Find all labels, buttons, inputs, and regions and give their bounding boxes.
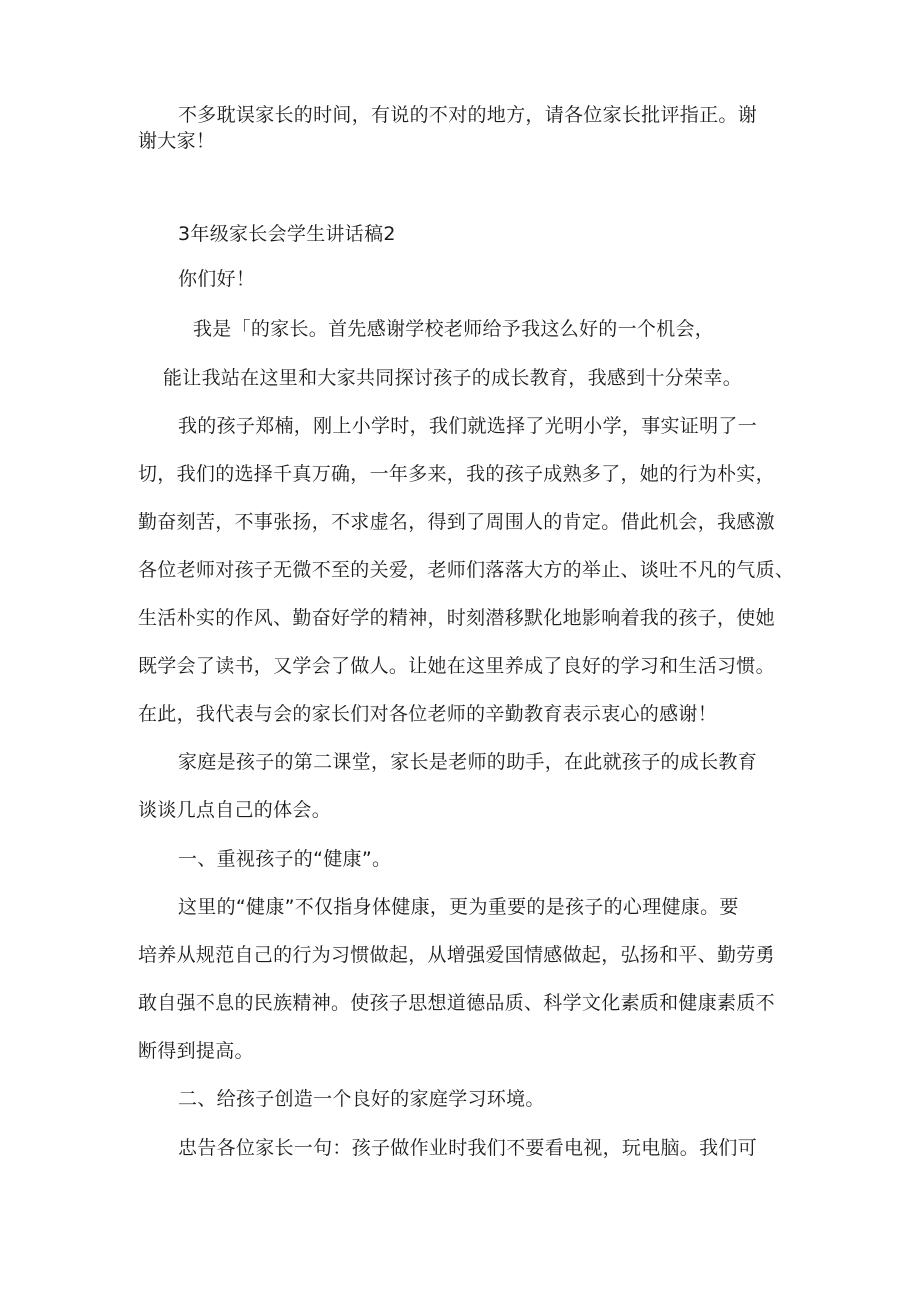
text-line: 忠告各位家长一句：孩子做作业时我们不要看电视，玩电脑。我们可 (178, 1137, 758, 1159)
text-line: 敢自强不息的民族精神。使孩子思想道德品质、科学文化素质和健康素质不 (138, 992, 775, 1014)
text-line: 我是「的家长。首先感谢学校老师给予我这么好的一个机会， (193, 318, 715, 340)
text-line: 培养从规范自己的行为习惯做起，从增强爱国情感做起，弘扬和平、勤劳勇 (138, 944, 775, 966)
text-line: 这里的“健康”不仅指身体健康，更为重要的是孩子的心理健康。要 (178, 896, 739, 918)
text-line: 在此，我代表与会的家长们对各位老师的辛勤教育表示衷心的感谢！ (138, 703, 718, 725)
text-line: 既学会了读书，又学会了做人。让她在这里养成了良好的学习和生活习惯。 (138, 655, 775, 677)
section-heading: 二、给孩子创造一个良好的家庭学习环境。 (178, 1088, 545, 1110)
text-line: 家庭是孩子的第二课堂，家长是老师的助手，在此就孩子的成长教育 (178, 751, 758, 773)
text-line: 不多耽误家长的时间，有说的不对的地方，请各位家长批评指正。谢 (178, 104, 758, 126)
section-heading: 3年级家长会学生讲话稿2 (178, 223, 396, 245)
text-line: 谈谈几点自己的体会。 (138, 799, 332, 821)
text-line: 生活朴实的作风、勤奋好学的精神，时刻潜移默化地影响着我的孩子，使她 (138, 607, 775, 629)
text-line: 我的孩子郑楠，刚上小学时，我们就选择了光明小学，事实证明了一 (178, 415, 758, 437)
text-line: 各位老师对孩子无微不至的关爱，老师们落落大方的举止、谈吐不凡的气质、 (138, 559, 795, 581)
text-line: 切，我们的选择千真万确，一年多来，我的孩子成熟多了，她的行为朴实， (138, 463, 775, 485)
text-line: 谢大家！ (138, 130, 216, 152)
greeting: 你们好！ (178, 268, 256, 290)
section-heading: 一、重视孩子的“健康”。 (178, 848, 392, 870)
text-line: 勤奋刻苦，不事张扬，不求虚名，得到了周围人的肯定。借此机会，我感激 (138, 511, 775, 533)
text-line: 断得到提高。 (138, 1040, 254, 1062)
text-line: 能让我站在这里和大家共同探讨孩子的成长教育，我感到十分荣幸。 (163, 367, 743, 389)
